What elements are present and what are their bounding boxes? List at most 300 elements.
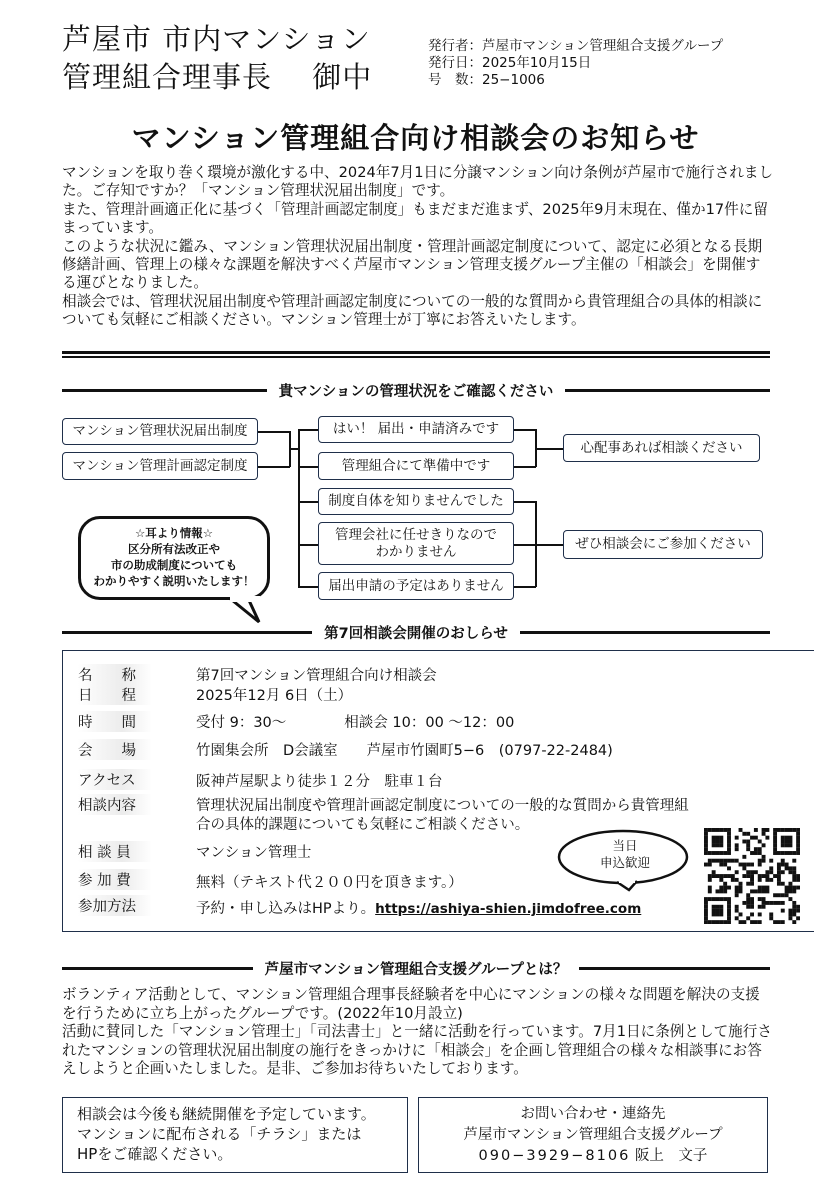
qr-module xyxy=(716,828,720,832)
qr-module xyxy=(719,886,723,890)
tip-line: ☆耳より情報☆ xyxy=(134,526,214,540)
connector xyxy=(514,501,536,503)
intro-paragraph: マンションを取り巻く環境が激化する中、2024年7月1日に分譲マンション向け条例が芦屋市で施行されました。ご存知ですか？「マンション管理状況届出制度」です。 xyxy=(62,164,774,200)
contact-box xyxy=(418,1097,768,1173)
qr-module xyxy=(750,874,754,878)
qr-module xyxy=(781,920,785,924)
qr-module xyxy=(750,851,754,855)
connector xyxy=(298,544,318,546)
qr-module xyxy=(735,878,739,882)
qr-module xyxy=(712,909,716,913)
qr-module xyxy=(727,916,731,920)
double-divider xyxy=(62,351,770,358)
addressee-line: 芦屋市 市内マンション xyxy=(62,22,371,56)
qr-module xyxy=(777,863,781,867)
qr-module xyxy=(762,859,766,863)
qr-module xyxy=(727,866,731,870)
qr-module xyxy=(788,828,792,832)
connector xyxy=(514,544,536,546)
qr-module xyxy=(765,836,769,840)
qr-module xyxy=(712,859,716,863)
qr-module xyxy=(781,828,785,832)
qr-module xyxy=(750,836,754,840)
qr-module xyxy=(716,836,720,840)
qr-module xyxy=(750,901,754,905)
qr-module xyxy=(758,897,762,901)
qr-module xyxy=(746,847,750,851)
qr-module xyxy=(704,863,708,867)
qr-module xyxy=(796,916,800,920)
qr-module xyxy=(792,909,796,913)
issuer: 発行者：芦屋市マンション管理組合支援グループ xyxy=(428,38,724,54)
qr-module xyxy=(727,859,731,863)
qr-module xyxy=(796,874,800,878)
system-box: マンション管理状況届出制度 xyxy=(62,418,258,445)
qr-module xyxy=(719,843,723,847)
qr-module xyxy=(739,882,743,886)
qr-module xyxy=(792,866,796,870)
qr-module xyxy=(765,828,769,832)
qr-module xyxy=(777,901,781,905)
qr-module xyxy=(746,916,750,920)
qr-module xyxy=(704,847,708,851)
qr-module xyxy=(742,863,746,867)
qr-module xyxy=(769,866,773,870)
divider xyxy=(579,967,770,970)
qr-module xyxy=(758,851,762,855)
qr-module xyxy=(777,866,781,870)
qr-module xyxy=(735,909,739,913)
qr-module xyxy=(785,886,789,890)
qr-module xyxy=(788,912,792,916)
qr-module xyxy=(785,828,789,832)
qr-module xyxy=(758,859,762,863)
qr-module xyxy=(742,855,746,859)
qr-module xyxy=(762,901,766,905)
qr-module xyxy=(781,901,785,905)
qr-module xyxy=(792,886,796,890)
qr-module xyxy=(773,832,777,836)
intro-paragraph: このような状況に鑑み、マンション管理状況届出制度・管理計画認定制度について、認定に必須となる長期修繕計画、管理上の様々な課題を解決すべく芦屋市マンション管理支援グループ主催の「相談会」を開催する運びとなりました。 xyxy=(62,237,763,292)
qr-module xyxy=(762,832,766,836)
qr-module xyxy=(796,840,800,844)
section-heading-about xyxy=(62,958,770,978)
qr-module xyxy=(785,836,789,840)
connector xyxy=(298,501,318,503)
qr-module xyxy=(712,843,716,847)
qr-module xyxy=(796,851,800,855)
qr-module xyxy=(704,828,708,832)
qr-module xyxy=(708,828,712,832)
qr-module xyxy=(792,874,796,878)
qr-module xyxy=(762,828,766,832)
qr-module xyxy=(758,878,762,882)
qr-module xyxy=(758,889,762,893)
value-fee: 無料（テキスト代２００円を頂きます。） xyxy=(196,875,463,891)
qr-module xyxy=(777,851,781,855)
qr-module xyxy=(758,886,762,890)
label-venue: 会 場 xyxy=(78,739,152,760)
qr-module xyxy=(719,909,723,913)
qr-module xyxy=(712,905,716,909)
qr-module xyxy=(781,893,785,897)
qr-module xyxy=(727,901,731,905)
qr-module xyxy=(712,897,716,901)
value-access: 阪神芦屋駅より徒歩１２分 駐車１台 xyxy=(196,774,443,790)
qr-module xyxy=(746,893,750,897)
qr-module xyxy=(746,843,750,847)
connector xyxy=(514,429,536,431)
qr-module xyxy=(754,847,758,851)
qr-module xyxy=(746,905,750,909)
qr-module xyxy=(788,889,792,893)
qr-module xyxy=(735,893,739,897)
qr-module xyxy=(735,916,739,920)
qr-module xyxy=(769,878,773,882)
notice-line: HPをご確認ください。 xyxy=(77,1145,233,1163)
qr-module xyxy=(750,920,754,924)
qr-module xyxy=(792,920,796,924)
qr-module xyxy=(765,878,769,882)
qr-module xyxy=(785,889,789,893)
intro xyxy=(62,164,774,330)
qr-module xyxy=(765,886,769,890)
connector xyxy=(258,431,290,433)
qr-module xyxy=(777,920,781,924)
qr-module xyxy=(704,832,708,836)
qr-module xyxy=(788,909,792,913)
qr-module xyxy=(723,920,727,924)
qr-module xyxy=(716,920,720,924)
qr-module xyxy=(731,874,735,878)
qr-module xyxy=(723,863,727,867)
qr-module xyxy=(777,870,781,874)
connector xyxy=(514,466,536,468)
notice-box xyxy=(62,1097,408,1173)
issue-date: 発行日：2025年10月15日 xyxy=(428,55,592,71)
divider xyxy=(62,967,253,970)
value-date: 2025年12月 6日（土） xyxy=(196,688,353,704)
qr-module xyxy=(746,832,750,836)
qr-module xyxy=(781,843,785,847)
qr-module xyxy=(712,836,716,840)
qr-module xyxy=(708,859,712,863)
addressee xyxy=(62,20,372,96)
qr-module xyxy=(785,840,789,844)
qr-module xyxy=(723,828,727,832)
walkin-line: 当日 xyxy=(612,838,638,853)
qr-module xyxy=(727,843,731,847)
contact-org: 芦屋市マンション管理組合支援グループ xyxy=(463,1127,723,1143)
status-box: 管理会社に任せきりなので わかりません xyxy=(318,522,514,565)
qr-module xyxy=(716,840,720,844)
qr-module xyxy=(773,828,777,832)
qr-module xyxy=(712,870,716,874)
qr-module xyxy=(785,851,789,855)
qr-module xyxy=(742,874,746,878)
qr-module xyxy=(781,836,785,840)
qr-module xyxy=(735,847,739,851)
qr-module xyxy=(704,909,708,913)
qr-module xyxy=(739,886,743,890)
qr-module xyxy=(796,836,800,840)
qr-module xyxy=(704,836,708,840)
qr-module xyxy=(727,832,731,836)
qr-module xyxy=(739,920,743,924)
qr-module xyxy=(796,909,800,913)
qr-module xyxy=(739,912,743,916)
qr-module xyxy=(765,889,769,893)
value-consultant: マンション管理士 xyxy=(196,845,312,861)
qr-module xyxy=(716,889,720,893)
section-title: 第7回相談会開催のおしらせ xyxy=(324,625,508,642)
qr-module xyxy=(777,828,781,832)
qr-module xyxy=(704,912,708,916)
qr-module xyxy=(750,889,754,893)
qr-module xyxy=(765,874,769,878)
qr-module xyxy=(742,832,746,836)
qr-module xyxy=(796,847,800,851)
qr-module xyxy=(796,878,800,882)
qr-module xyxy=(708,920,712,924)
qr-module xyxy=(773,901,777,905)
notice-line: マンションに配布される「チラシ」または xyxy=(77,1125,362,1143)
qr-module xyxy=(731,878,735,882)
qr-module xyxy=(712,840,716,844)
qr-module xyxy=(704,920,708,924)
qr-module xyxy=(746,874,750,878)
value-apply xyxy=(196,897,641,918)
qr-module xyxy=(781,909,785,913)
qr-module xyxy=(746,870,750,874)
notice-line: 相談会は今後も継続開催を予定しています。 xyxy=(77,1105,376,1123)
qr-module xyxy=(716,897,720,901)
qr-module xyxy=(792,889,796,893)
qr-module xyxy=(735,859,739,863)
qr-module xyxy=(788,840,792,844)
qr-module xyxy=(727,920,731,924)
connector xyxy=(298,466,318,468)
label-date: 日 程 xyxy=(78,684,152,705)
qr-module xyxy=(727,847,731,851)
qr-module xyxy=(785,843,789,847)
divider xyxy=(565,389,770,392)
qr-module xyxy=(796,832,800,836)
qr-module xyxy=(769,901,773,905)
divider xyxy=(62,631,312,634)
qr-module xyxy=(750,863,754,867)
qr-module xyxy=(785,866,789,870)
qr-module xyxy=(735,889,739,893)
qr-module xyxy=(792,828,796,832)
qr-module xyxy=(716,905,720,909)
qr-module xyxy=(719,859,723,863)
value-content-cont: 合の具体的課題についても気軽にご相談ください。 xyxy=(196,817,530,833)
tip-bubble xyxy=(78,516,270,600)
qr-module xyxy=(765,870,769,874)
page-title: マンション管理組合向け相談会のお知らせ xyxy=(131,121,700,155)
contact-name: 阪上 文子 xyxy=(634,1148,708,1164)
qr-module xyxy=(716,843,720,847)
value-time: 受付 9：30〜 相談会 10：00 〜12：00 xyxy=(196,715,515,731)
qr-module xyxy=(723,882,727,886)
qr-module xyxy=(719,828,723,832)
qr-module xyxy=(796,886,800,890)
value-content: 管理状況届出制度や管理計画認定制度についての一般的な質問から貴管理組 xyxy=(196,798,689,814)
qr-module xyxy=(716,909,720,913)
qr-module xyxy=(708,851,712,855)
qr-module xyxy=(739,889,743,893)
qr-module xyxy=(735,905,739,909)
qr-module xyxy=(754,870,758,874)
qr-module xyxy=(746,863,750,867)
qr-module xyxy=(719,920,723,924)
qr-module xyxy=(788,882,792,886)
qr-module xyxy=(723,897,727,901)
issuer-info xyxy=(428,38,723,89)
qr-module xyxy=(739,863,743,867)
apply-text: 予約・申し込みはHPより。 xyxy=(196,901,376,917)
qr-module xyxy=(762,889,766,893)
qr-module xyxy=(712,828,716,832)
qr-module xyxy=(754,836,758,840)
issue-number: 号 数：25−1006 xyxy=(428,72,545,88)
qr-module xyxy=(719,889,723,893)
qr-module xyxy=(750,897,754,901)
qr-module xyxy=(704,916,708,920)
label-time: 時 間 xyxy=(78,711,152,732)
section-heading-event xyxy=(62,622,770,642)
qr-module xyxy=(723,874,727,878)
divider xyxy=(62,389,267,392)
qr-module xyxy=(719,851,723,855)
qr-module xyxy=(773,851,777,855)
qr-module xyxy=(712,912,716,916)
qr-module xyxy=(708,863,712,867)
qr-module xyxy=(750,912,754,916)
label-name: 名 称 xyxy=(78,664,152,685)
qr-module xyxy=(765,901,769,905)
qr-module xyxy=(708,897,712,901)
label-apply: 参加方法 xyxy=(78,895,152,916)
qr-module xyxy=(708,886,712,890)
qr-module xyxy=(792,878,796,882)
qr-module xyxy=(792,859,796,863)
qr-module xyxy=(723,889,727,893)
qr-module xyxy=(719,840,723,844)
qr-module xyxy=(796,828,800,832)
qr-module xyxy=(719,905,723,909)
advice-box: ぜひ相談会にご参加ください xyxy=(563,530,763,559)
qr-module xyxy=(719,836,723,840)
qr-module xyxy=(742,920,746,924)
qr-module xyxy=(708,874,712,878)
qr-module xyxy=(719,863,723,867)
qr-module xyxy=(716,912,720,916)
website-link[interactable]: https://ashiya-shien.jimdofree.com xyxy=(375,901,642,917)
section-heading-check xyxy=(62,380,770,400)
qr-module xyxy=(758,912,762,916)
about-text: ボランティア活動として、マンション管理組合理事長経験者を中心にマンションの様々な問題を解決の支援を行うために立ち上がったグループです。(2022年10月設立) 活動に賛同した「マンション管理士」「司法書士」と一緒に活動を行っています。7月1日に条例として施行されたマンションの管理状況届出制度の施行をきっかけに「相談会」を企画し管理組合の様々な相談事にお答えしようと企画いたしました。是非、ご参加お待ちいたしております。 xyxy=(62,986,772,1078)
qr-module xyxy=(754,851,758,855)
tip-line: 区分所有法改正や xyxy=(128,542,220,556)
qr-module xyxy=(735,843,739,847)
qr-module xyxy=(727,912,731,916)
connector xyxy=(535,448,563,450)
qr-module xyxy=(762,897,766,901)
qr-module xyxy=(739,828,743,832)
qr-module xyxy=(704,851,708,855)
qr-module xyxy=(785,893,789,897)
status-box: 届出申請の予定はありません xyxy=(318,572,514,600)
qr-module xyxy=(742,866,746,870)
qr-module xyxy=(704,840,708,844)
qr-module xyxy=(796,843,800,847)
qr-module xyxy=(719,878,723,882)
connector xyxy=(298,429,318,431)
qr-module xyxy=(758,905,762,909)
qr-module xyxy=(758,920,762,924)
qr-code[interactable] xyxy=(704,828,800,924)
qr-module xyxy=(727,828,731,832)
qr-module xyxy=(746,897,750,901)
qr-module xyxy=(769,912,773,916)
qr-module xyxy=(773,836,777,840)
qr-module xyxy=(735,836,739,840)
qr-module xyxy=(719,897,723,901)
qr-module xyxy=(773,874,777,878)
qr-module xyxy=(788,886,792,890)
qr-module xyxy=(792,851,796,855)
qr-module xyxy=(777,874,781,878)
advice-box: 心配事あれば相談ください xyxy=(563,434,760,462)
qr-module xyxy=(727,836,731,840)
bubble-joint xyxy=(230,596,260,602)
qr-module xyxy=(769,859,773,863)
qr-module xyxy=(704,905,708,909)
qr-module xyxy=(716,851,720,855)
qr-module xyxy=(754,920,758,924)
qr-module xyxy=(758,863,762,867)
connector xyxy=(258,466,290,468)
qr-module xyxy=(781,859,785,863)
qr-module xyxy=(708,878,712,882)
connector xyxy=(298,586,318,588)
qr-module xyxy=(704,843,708,847)
qr-module xyxy=(727,909,731,913)
label-fee: 参 加 費 xyxy=(78,869,152,890)
qr-module xyxy=(758,847,762,851)
qr-module xyxy=(773,847,777,851)
section-title: 芦屋市マンション管理組合支援グループとは？ xyxy=(264,961,568,978)
connector xyxy=(535,544,563,546)
qr-module xyxy=(788,870,792,874)
status-box: はい！ 届出・申請済みです xyxy=(318,416,514,443)
qr-module xyxy=(712,874,716,878)
qr-module xyxy=(735,870,739,874)
qr-module xyxy=(777,882,781,886)
qr-module xyxy=(712,920,716,924)
qr-module xyxy=(769,916,773,920)
intro-paragraph: 相談会では、管理状況届出制度や管理計画認定制度についての一般的な質問から貴管理組合の具体的相談についても気軽にご相談ください。マンション管理士が丁寧にお答えいたします。 xyxy=(62,292,763,329)
qr-module xyxy=(758,874,762,878)
qr-module xyxy=(762,874,766,878)
qr-module xyxy=(727,897,731,901)
qr-module xyxy=(777,893,781,897)
qr-module xyxy=(727,840,731,844)
qr-module xyxy=(719,912,723,916)
qr-module xyxy=(731,859,735,863)
